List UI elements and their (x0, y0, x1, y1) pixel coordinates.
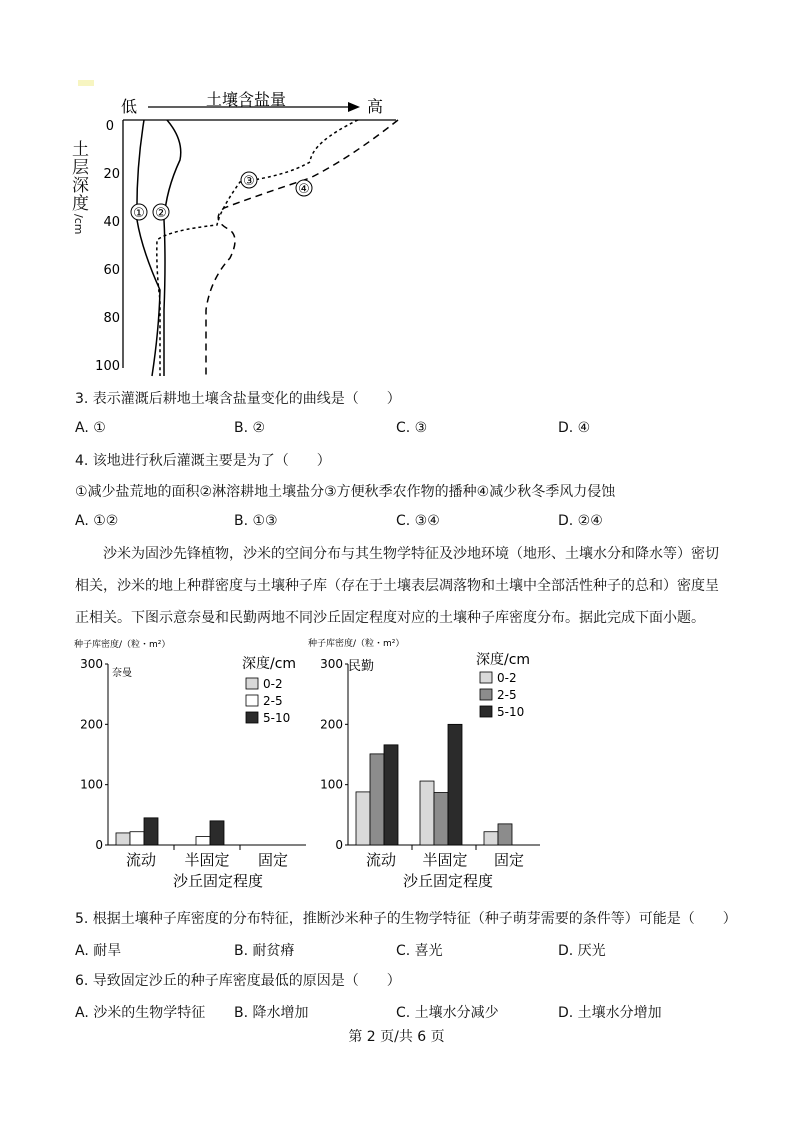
depth-axis-unit: /cm (72, 214, 85, 235)
q5-option-d[interactable]: D. 厌光 (558, 943, 606, 959)
chart1-legend-title: 深度/cm (242, 656, 297, 672)
legend-label: 2-5 (263, 694, 283, 708)
depth-tick: 80 (103, 311, 120, 326)
q4-option-a[interactable]: A. ①② (75, 513, 119, 529)
q3-option-c[interactable]: C. ③ (396, 420, 428, 436)
depth-tick: 20 (103, 167, 120, 182)
q6-option-b[interactable]: B. 降水增加 (234, 1005, 309, 1021)
y-tick-label: 200 (320, 717, 343, 732)
curve-3 (157, 120, 358, 376)
q4-option-d[interactable]: D. ②④ (558, 513, 603, 529)
curve-label-4: ④ (298, 182, 310, 197)
x-tick-label: 半固定 (422, 851, 468, 869)
y-tick-label: 0 (335, 838, 343, 852)
legend-swatch (246, 695, 258, 706)
q4-option-c[interactable]: C. ③④ (396, 513, 440, 529)
q3-option-a[interactable]: A. ① (75, 420, 106, 436)
chart1-ylabel: 种子库密度/（粒・m²） (74, 640, 171, 650)
axis-title: 土壤含盐量 (206, 90, 287, 109)
page-footer: 第 2 页/共 6 页 (348, 1029, 445, 1045)
chart2-ylabel: 种子库密度/（粒・m²） (308, 639, 405, 649)
depth-tick: 100 (95, 359, 120, 374)
legend-swatch (480, 706, 492, 717)
q4-option-b[interactable]: B. ①③ (234, 513, 278, 529)
bar (498, 824, 512, 845)
q5-option-a[interactable]: A. 耐旱 (75, 943, 122, 959)
axis-low-label: 低 (121, 97, 138, 116)
q4-stem: 4. 该地进行秋后灌溉主要是为了（ ） (75, 453, 331, 469)
legend-label: 0-2 (497, 671, 517, 685)
bar (434, 793, 448, 845)
q6-option-c[interactable]: C. 土壤水分减少 (396, 1005, 499, 1021)
q3-option-b[interactable]: B. ② (234, 420, 266, 436)
q6-option-a[interactable]: A. 沙米的生物学特征 (75, 1005, 206, 1021)
legend-label: 5-10 (263, 711, 291, 725)
y-tick-label: 0 (95, 838, 103, 852)
bar (144, 818, 158, 845)
q6-option-d[interactable]: D. 土壤水分增加 (558, 1005, 662, 1021)
bar (370, 754, 384, 845)
legend-swatch (246, 678, 258, 689)
legend-label: 2-5 (497, 688, 517, 702)
q5-option-b[interactable]: B. 耐贫瘠 (234, 943, 295, 959)
y-tick-label: 200 (80, 717, 103, 732)
q3-stem: 3. 表示灌溉后耕地土壤含盐量变化的曲线是（ ） (75, 391, 401, 407)
y-tick-label: 100 (80, 777, 103, 792)
y-tick-label: 100 (320, 777, 343, 792)
scan-mark (78, 80, 94, 86)
x-tick-label: 半固定 (184, 851, 230, 869)
depth-tick: 0 (105, 119, 114, 134)
q3-option-d[interactable]: D. ④ (558, 420, 591, 436)
bar (448, 724, 462, 845)
depth-axis-label (68, 140, 90, 234)
x-tick-label: 流动 (125, 851, 157, 869)
y-tick-label: 300 (320, 657, 343, 671)
x-tick-label: 固定 (493, 851, 525, 869)
chart1-title: 奈曼 (112, 668, 132, 679)
bar (116, 833, 130, 845)
legend-swatch (480, 672, 492, 683)
curve-label-2: ② (155, 206, 167, 221)
bar (384, 745, 398, 845)
seedbank-charts (70, 632, 550, 902)
chart-xlabel: 沙丘固定程度 (402, 872, 494, 890)
bar (420, 781, 434, 845)
salt-profile-figure (60, 80, 420, 385)
passage: 沙米为固沙先锋植物，沙米的空间分布与其生物学特征及沙地环境（地形、土壤水分和降水等）密切相关，沙米的地上种群密度与土壤种子库（存在于土壤表层凋落物和土壤中全部活性种子的总和）密度呈正相关。下图示意奈曼和民勤两地不同沙丘固定程度对应的土壤种子库密度分布。据此完成下面小题。 (75, 546, 719, 626)
y-tick-label: 300 (80, 657, 103, 671)
depth-tick: 40 (103, 215, 120, 230)
depth-axis-label-text: 土层深度 (68, 140, 88, 212)
x-tick-label: 固定 (257, 851, 289, 869)
bar (484, 832, 498, 845)
curve-2 (164, 120, 181, 376)
q5-option-c[interactable]: C. 喜光 (396, 943, 443, 959)
bar (130, 832, 144, 845)
legend-label: 5-10 (497, 705, 525, 719)
legend-swatch (480, 689, 492, 700)
bar (356, 792, 370, 845)
chart2-legend-title: 深度/cm (476, 652, 531, 668)
depth-ticks (95, 119, 120, 374)
legend-swatch (246, 712, 258, 723)
depth-tick: 60 (103, 263, 120, 278)
q5-stem: 5. 根据土壤种子库密度的分布特征，推断沙米种子的生物学特征（种子萌芽需要的条件等）可能是（ ） (75, 911, 737, 927)
bar (210, 821, 224, 845)
curve-label-1: ① (133, 206, 145, 221)
chart-xlabel: 沙丘固定程度 (172, 872, 264, 890)
curve-label-3: ③ (243, 174, 255, 189)
salt-arrow-head (348, 102, 360, 112)
bar (196, 837, 210, 845)
legend-label: 0-2 (263, 677, 283, 691)
q6-stem: 6. 导致固定沙丘的种子库密度最低的原因是（ ） (75, 973, 401, 989)
axis-high-label: 高 (367, 97, 384, 116)
q4-items: ①减少盐荒地的面积②淋溶耕地土壤盐分③方便秋季农作物的播种④减少秋冬季风力侵蚀 (75, 484, 616, 500)
x-tick-label: 流动 (365, 851, 397, 869)
chart2-title: 民勤 (348, 659, 375, 674)
curve-4 (206, 120, 398, 376)
